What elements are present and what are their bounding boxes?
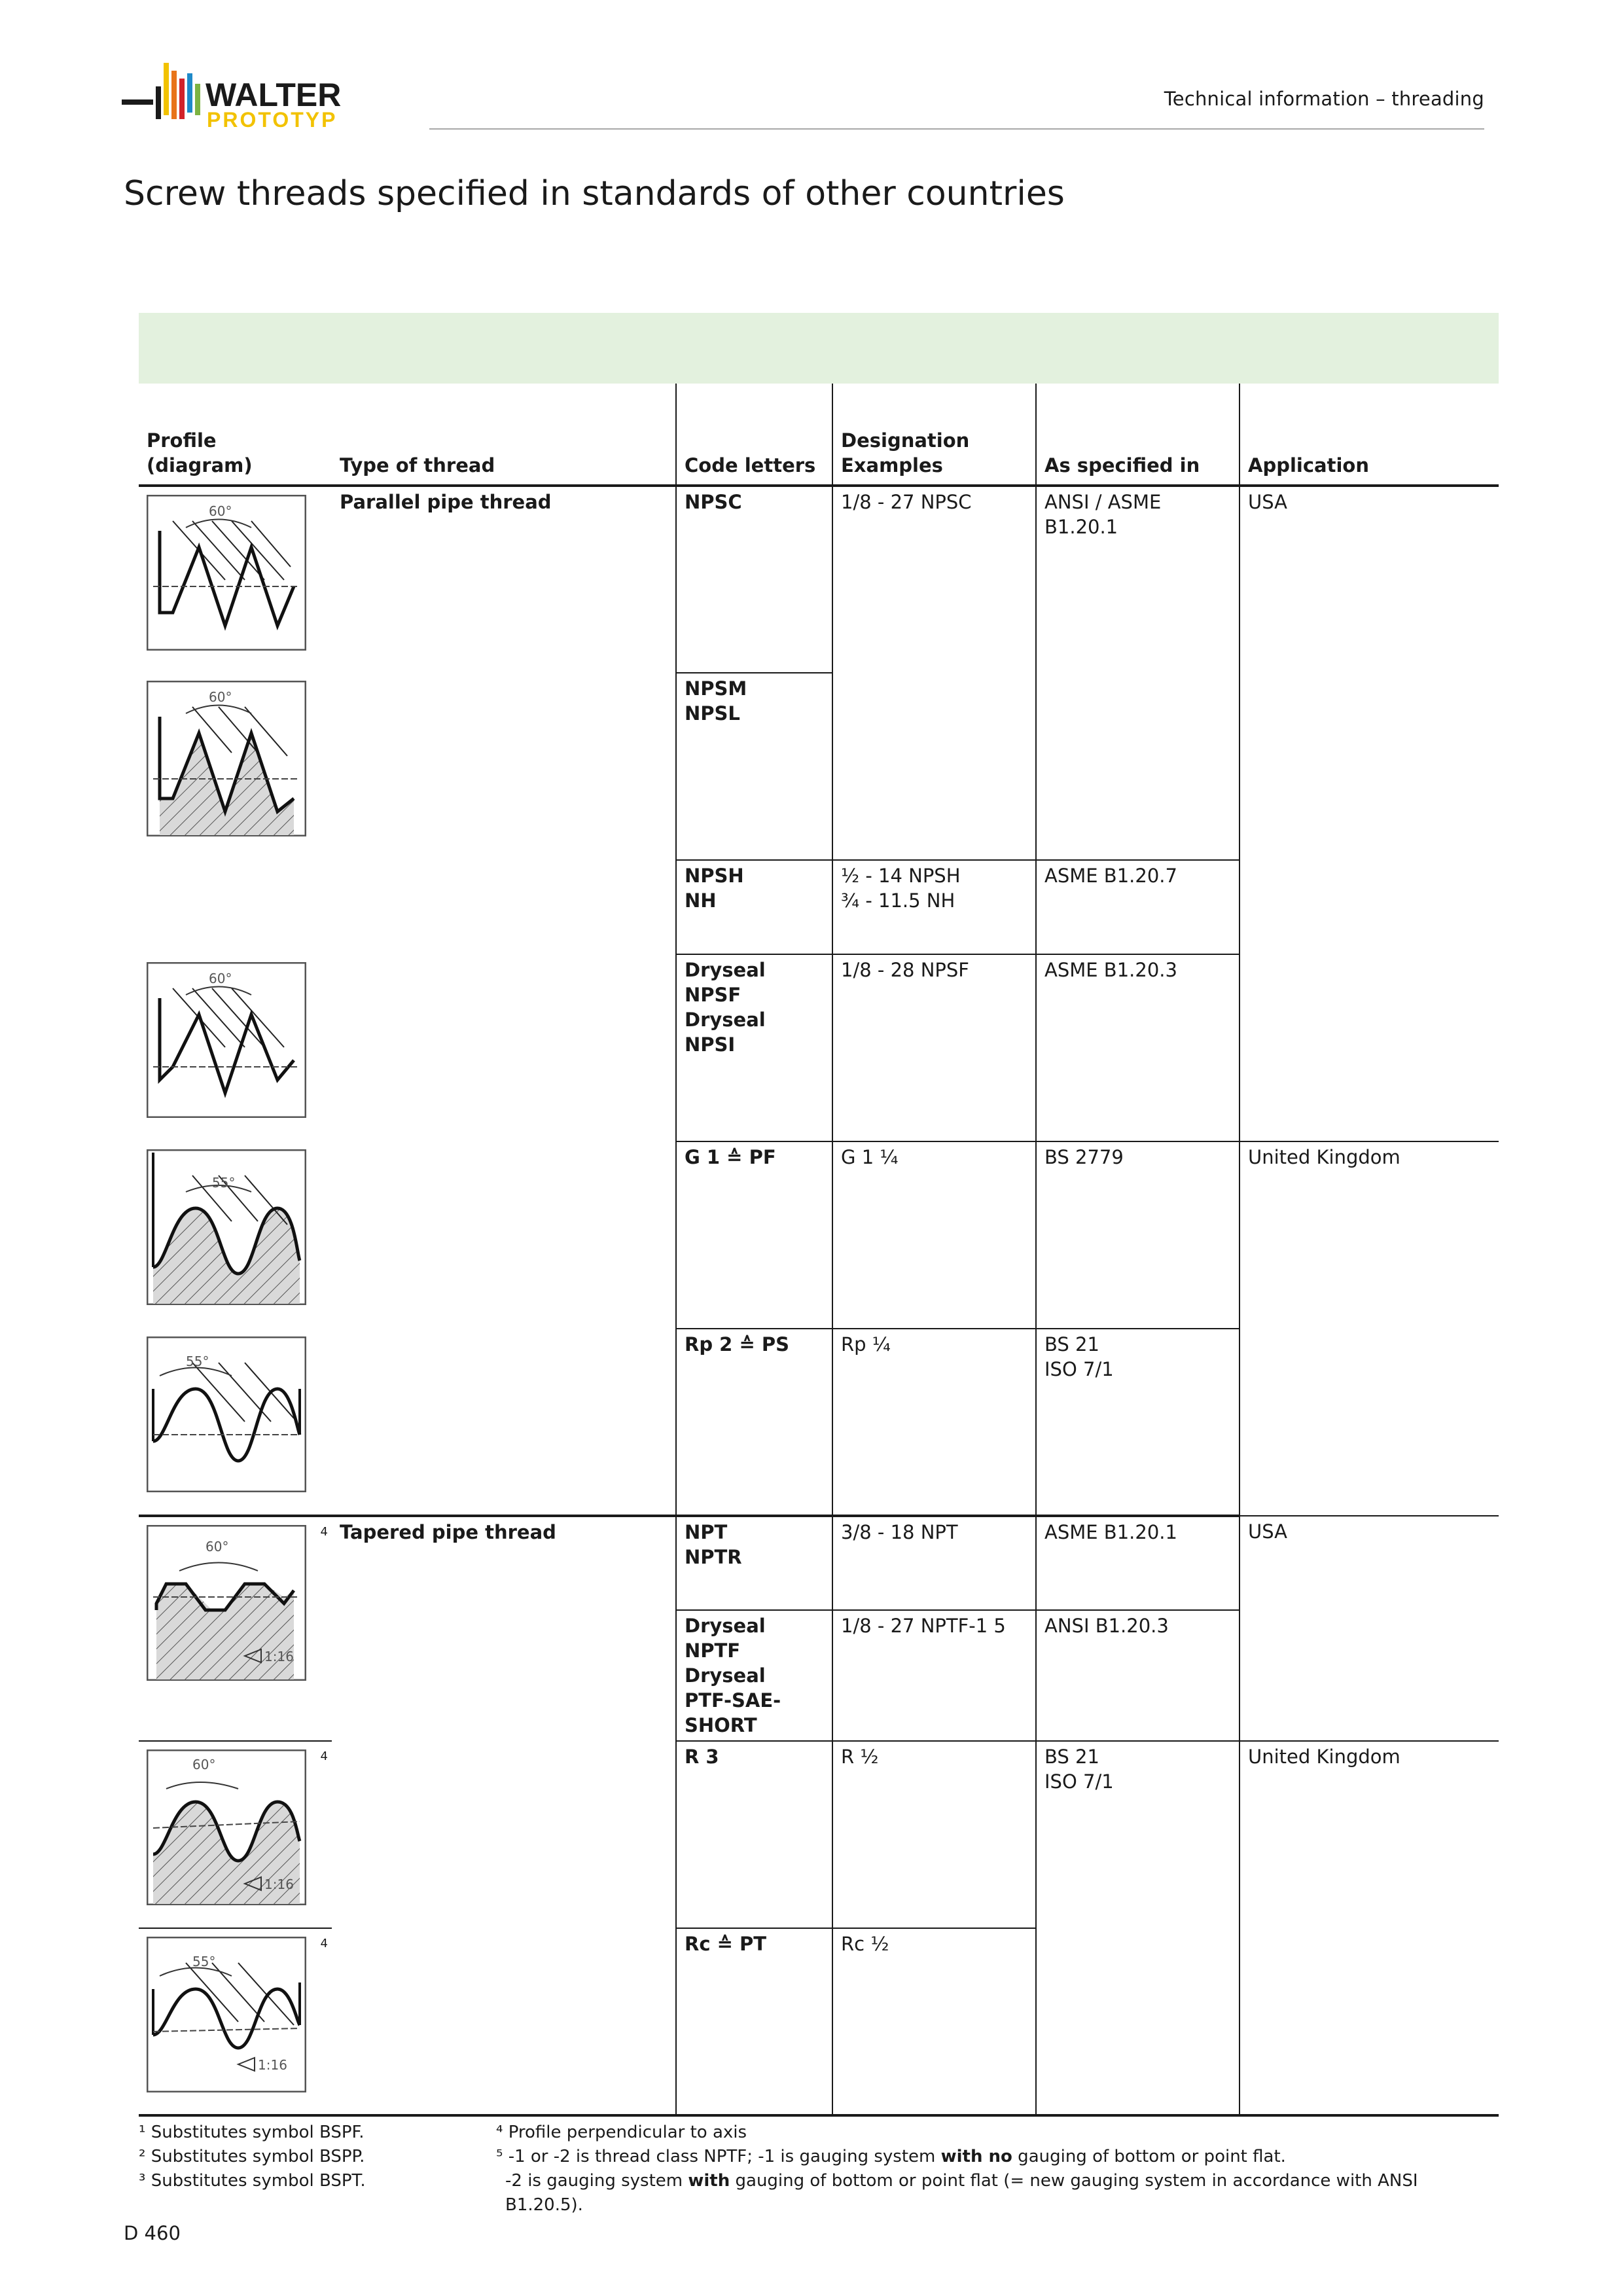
angle-label: 55° bbox=[186, 1354, 209, 1369]
code-cell bbox=[676, 1516, 832, 1610]
code: G 1 ≙ PF bbox=[685, 1146, 776, 1168]
type-cell bbox=[332, 486, 676, 673]
table-header-row bbox=[139, 384, 1499, 486]
profile-note-marker: 4 bbox=[320, 1749, 328, 1763]
thread-type: Tapered pipe thread bbox=[340, 1521, 556, 1543]
application-cell bbox=[1240, 1141, 1499, 1516]
code: R 3 bbox=[685, 1746, 719, 1768]
section-label: Technical information – threading bbox=[1164, 88, 1484, 110]
profile-cell bbox=[139, 486, 332, 673]
application-cell bbox=[1240, 486, 1499, 1141]
thread-profile-diagram bbox=[147, 962, 306, 1118]
footnote-5-bold: with no bbox=[940, 2147, 1012, 2166]
footnote-5-text: gauging of bottom or point flat. bbox=[1012, 2147, 1286, 2166]
spec: ASME B1.20.1 bbox=[1044, 1521, 1177, 1543]
thread-profile-diagram bbox=[147, 1525, 306, 1681]
profile-note-marker: 4 bbox=[320, 1937, 328, 1950]
spec-cell bbox=[1036, 1610, 1240, 1741]
footnote-4: ⁴ Profile perpendicular to axis bbox=[496, 2123, 747, 2142]
designation-cell bbox=[832, 1516, 1036, 1610]
spec: ASME B1.20.7 bbox=[1044, 865, 1177, 887]
type-cell bbox=[332, 673, 676, 860]
footnote-6-text: gauging of bottom or point flat (= new gauging system in accordance with ANSI B1.20.5). bbox=[505, 2171, 1418, 2215]
thread-type: Parallel pipe thread bbox=[340, 491, 552, 513]
table-row bbox=[139, 1141, 1499, 1329]
code-line: Dryseal bbox=[685, 959, 766, 981]
col-type: Type of thread bbox=[332, 384, 676, 486]
spec-cell bbox=[1036, 954, 1240, 1141]
designation-cell bbox=[832, 1141, 1036, 1329]
angle-label: 60° bbox=[205, 1539, 229, 1554]
code: Rc ≙ PT bbox=[685, 1933, 767, 1955]
designation-cell bbox=[832, 486, 1036, 860]
thread-profile-diagram bbox=[147, 1336, 306, 1492]
designation-cell bbox=[832, 1741, 1036, 1928]
spec: ANSI / ASME B1.20.1 bbox=[1044, 491, 1162, 538]
code-line: Dryseal bbox=[685, 1615, 766, 1637]
profile-cell bbox=[139, 1141, 332, 1329]
angle-label: 55° bbox=[192, 1954, 216, 1969]
brand-name: WALTER bbox=[205, 77, 342, 113]
angle-label: 55° bbox=[212, 1175, 236, 1191]
profile-cell bbox=[139, 1516, 332, 1741]
code-line: NPTF bbox=[685, 1640, 741, 1662]
application: United Kingdom bbox=[1248, 1746, 1400, 1768]
thread-profile-diagram bbox=[147, 495, 306, 651]
table-row bbox=[139, 1516, 1499, 1610]
thread-profile-diagram bbox=[147, 1149, 306, 1305]
header-rule bbox=[429, 128, 1484, 130]
footnote-3: ³ Substitutes symbol BSPT. bbox=[139, 2171, 366, 2191]
application-cell bbox=[1240, 1741, 1499, 2115]
footnote-2: ² Substitutes symbol BSPP. bbox=[139, 2147, 365, 2166]
walter-prototyp-logo bbox=[122, 59, 403, 137]
designation: G 1 ¼ bbox=[841, 1146, 899, 1168]
code-cell bbox=[676, 954, 832, 1141]
footnote-5 bbox=[496, 2145, 1499, 2169]
taper-label: 1:16 bbox=[258, 2057, 287, 2073]
code-cell bbox=[676, 860, 832, 954]
taper-label: 1:16 bbox=[264, 1649, 294, 1664]
designation: 1/8 - 28 NPSF bbox=[841, 959, 969, 981]
table-header-band bbox=[139, 313, 1499, 384]
table-row bbox=[139, 486, 1499, 673]
code: NPSC bbox=[685, 491, 742, 513]
designation: 3/8 - 18 NPT bbox=[841, 1521, 958, 1543]
spec-line: BS 21 bbox=[1044, 1333, 1099, 1355]
col-designation-l2: Examples bbox=[841, 454, 943, 476]
profile-cell bbox=[139, 954, 332, 1141]
designation-line: ½ - 14 NPSH bbox=[841, 865, 961, 887]
application-cell bbox=[1240, 1516, 1499, 1741]
designation: Rp ¼ bbox=[841, 1333, 891, 1355]
code: Rp 2 ≙ PS bbox=[685, 1333, 789, 1355]
spec-line: ISO 7/1 bbox=[1044, 1358, 1114, 1380]
col-application: Application bbox=[1240, 384, 1499, 486]
profile-cell bbox=[139, 1741, 332, 1928]
profile-cell bbox=[139, 1928, 332, 2115]
code-cell bbox=[676, 1928, 832, 2115]
code-cell bbox=[676, 1141, 832, 1329]
code-line: NPSI bbox=[685, 1033, 736, 1056]
type-cell bbox=[332, 1516, 676, 1610]
type-cell bbox=[332, 954, 676, 1141]
profile-note-marker: 4 bbox=[320, 1525, 328, 1539]
page-title: Screw threads specified in standards of other countries bbox=[124, 174, 1065, 213]
application: USA bbox=[1248, 1520, 1288, 1543]
footnotes-left bbox=[139, 2121, 366, 2193]
table-row bbox=[139, 1741, 1499, 1928]
designation-cell bbox=[832, 954, 1036, 1141]
profile-cell bbox=[139, 673, 332, 860]
footnote-5-cont bbox=[496, 2169, 1499, 2217]
designation-line: ¾ - 11.5 NH bbox=[841, 889, 955, 912]
type-cell bbox=[332, 1928, 676, 2115]
col-designation bbox=[832, 384, 1036, 486]
thread-profile-diagram bbox=[147, 1937, 306, 2092]
code-cell bbox=[676, 486, 832, 673]
col-spec: As specified in bbox=[1036, 384, 1240, 486]
taper-label: 1:16 bbox=[264, 1876, 294, 1892]
spec: BS 2779 bbox=[1044, 1146, 1124, 1168]
designation: R ½ bbox=[841, 1746, 879, 1768]
code-cell bbox=[676, 1610, 832, 1741]
code-line: NPT bbox=[685, 1521, 728, 1543]
spec-cell bbox=[1036, 486, 1240, 860]
col-designation-l1: Designation bbox=[841, 429, 970, 452]
footnote-6-text: -2 is gauging system bbox=[505, 2171, 688, 2191]
spec: ASME B1.20.3 bbox=[1044, 959, 1177, 981]
spec-cell bbox=[1036, 860, 1240, 954]
type-cell bbox=[332, 860, 676, 954]
code-line: NPSF bbox=[685, 984, 741, 1006]
designation-cell bbox=[832, 1329, 1036, 1516]
thread-table bbox=[139, 384, 1499, 2117]
designation-cell bbox=[832, 1610, 1036, 1741]
angle-label: 60° bbox=[209, 971, 232, 986]
spec-cell bbox=[1036, 1141, 1240, 1329]
type-cell bbox=[332, 1329, 676, 1516]
footnote-1: ¹ Substitutes symbol BSPF. bbox=[139, 2123, 365, 2142]
spec-cell bbox=[1036, 1741, 1240, 2115]
spec-cell bbox=[1036, 1516, 1240, 1610]
footnote-6-bold: with bbox=[688, 2171, 730, 2191]
footnotes-right bbox=[496, 2121, 1499, 2217]
spec-cell bbox=[1036, 1329, 1240, 1516]
code-line: Dryseal bbox=[685, 1009, 766, 1031]
designation: 1/8 - 27 NPSC bbox=[841, 491, 972, 513]
designation-cell bbox=[832, 1928, 1036, 2115]
type-cell bbox=[332, 1610, 676, 1741]
code-cell bbox=[676, 673, 832, 860]
code-line: NPTR bbox=[685, 1546, 742, 1568]
angle-label: 60° bbox=[209, 689, 232, 705]
angle-label: 60° bbox=[209, 503, 232, 519]
code-line: NH bbox=[685, 889, 717, 912]
application: USA bbox=[1248, 491, 1288, 513]
profile-cell bbox=[139, 1329, 332, 1516]
spec: ANSI B1.20.3 bbox=[1044, 1615, 1169, 1637]
code-line: NPSH bbox=[685, 865, 744, 887]
type-cell bbox=[332, 1141, 676, 1329]
thread-profile-diagram bbox=[147, 681, 306, 836]
code-line: SHORT bbox=[685, 1714, 757, 1736]
angle-label: 60° bbox=[192, 1757, 216, 1772]
spec-line: ISO 7/1 bbox=[1044, 1770, 1114, 1793]
footnote-5-text: ⁵ -1 or -2 is thread class NPTF; -1 is gauging system bbox=[496, 2147, 941, 2166]
designation-cell bbox=[832, 860, 1036, 954]
designation: 1/8 - 27 NPTF-1 5 bbox=[841, 1615, 1006, 1637]
code-line: Dryseal bbox=[685, 1664, 766, 1687]
col-code: Code letters bbox=[676, 384, 832, 486]
code-line: NPSL bbox=[685, 702, 740, 725]
thread-profile-diagram bbox=[147, 1749, 306, 1905]
code-line: NPSM bbox=[685, 677, 747, 700]
application: United Kingdom bbox=[1248, 1146, 1400, 1168]
code-cell bbox=[676, 1329, 832, 1516]
type-cell bbox=[332, 1741, 676, 1928]
code-line: PTF-SAE- bbox=[685, 1689, 781, 1712]
designation: Rc ½ bbox=[841, 1933, 889, 1955]
page-number: D 460 bbox=[124, 2222, 181, 2244]
profile-cell bbox=[139, 860, 332, 954]
brand-sub: PROTOTYP bbox=[207, 108, 338, 132]
code-cell bbox=[676, 1741, 832, 1928]
col-profile: Profile (diagram) bbox=[139, 384, 332, 486]
spec-line: BS 21 bbox=[1044, 1746, 1099, 1768]
